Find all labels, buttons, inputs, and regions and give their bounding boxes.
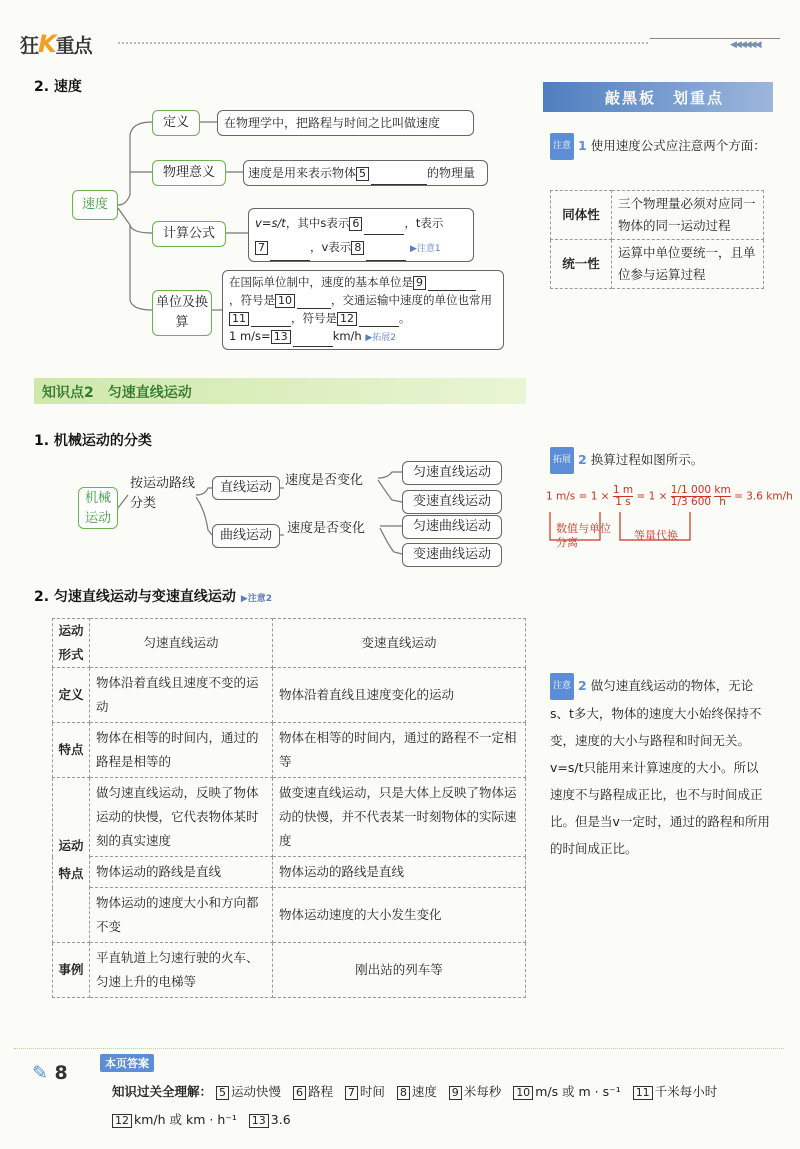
table-row: [53, 668, 526, 723]
answer-title: 本页答案: [100, 1054, 154, 1072]
uniform-linear-node: 匀速直线运动: [402, 461, 502, 485]
variable-linear-node: 变速直线运动: [402, 490, 502, 514]
table-cell: 物体在相等的时间内，通过的路程是相等的: [90, 723, 273, 778]
section-title-compare: 2. 匀速直线运动与变速直线运动 ▶注意2: [34, 589, 272, 605]
table-row: [53, 857, 526, 888]
classification-criterion: 按运动路线分类: [130, 476, 196, 511]
table-cell: 做匀速直线运动，反映了物体运动的快慢，它代表物体某时刻的真实速度: [90, 778, 273, 857]
table-header-cell: 运动形式: [53, 619, 90, 668]
branch-meaning-content: 速度是用来表示物体 5 的物理量: [243, 160, 488, 186]
branch-unit-label: 单位及换算: [152, 290, 212, 336]
table-cell: 物体在相等的时间内，通过的路程不一定相等: [273, 723, 526, 778]
table-cell: 物体沿着直线且速度不变的运动: [90, 668, 273, 723]
table-header-cell: 变速直线运动: [273, 619, 526, 668]
table-header-row: [53, 619, 526, 668]
table-cell: 物体运动的路线是直线: [273, 857, 526, 888]
page-number: ✎ 8: [32, 1062, 68, 1084]
table-row: [53, 943, 526, 998]
pencil-icon: ✎: [32, 1062, 48, 1084]
answer-item: 9 米每秒: [449, 1084, 502, 1099]
answer-item: 5 运动快慢: [216, 1084, 281, 1099]
table-row: [53, 778, 526, 857]
unit-conversion-diagram: 1 m/s = 1 × $\frac{1 m}{1 s}$ = 1 × $\frac{1/1 000}{1/3 600}$ $\frac{km}{h}$ = 3.6 km/h: [546, 484, 793, 508]
answer-list: 知识过关全理解： 5 运动快慢 6 路程 7 时间 8 速度 9 米每秒 10 m/s 或 m · s⁻¹ 11 千米每小时 12 km/h 或 km · h⁻¹ 13 3.6: [112, 1084, 718, 1127]
table-cell: 物体运动速度的大小发生变化: [273, 888, 526, 943]
note2-ref-tag: ▶注意2: [240, 594, 272, 604]
branch-unit-content: 在国际单位制中，速度的基本单位是 9 ，符号是 10 ，交通运输中速度的单位也常用 11 ，符号是 12 。 1 m/s= 13 km/h ▶拓展2: [222, 270, 504, 350]
brand-logo: 狂K重点: [20, 30, 92, 58]
answer-item: 6 路程: [293, 1084, 333, 1099]
table-row: [551, 240, 764, 289]
table-row: [53, 888, 526, 943]
conversion-label-substitute: 等量代换: [634, 529, 678, 542]
row-header: 定义: [53, 668, 90, 723]
motion-root-node: 机械运动: [78, 487, 118, 529]
conversion-label-separate: 数值与单位分离: [556, 522, 611, 549]
row-header: 同体性: [551, 191, 612, 240]
table-cell: 物体运动的速度大小和方向都不变: [90, 888, 273, 943]
note-tag-icon: 注意: [550, 133, 574, 160]
table-cell: 物体沿着直线且速度变化的运动: [273, 668, 526, 723]
sidebar-banner: 敲黑板 划重点: [543, 82, 773, 112]
variable-curved-node: 变速曲线运动: [402, 543, 502, 567]
speed-root-node: 速度: [72, 190, 118, 220]
straight-motion-node: 直线运动: [212, 476, 280, 500]
ext-tag-icon: 拓展: [550, 447, 574, 474]
answer-item: 13 3.6: [249, 1112, 291, 1127]
table-cell: 做变速直线运动，只是大体上反映了物体运动的快慢，并不代表某一时刻物体的实际速度: [273, 778, 526, 857]
row-header: 事例: [53, 943, 90, 998]
speed-formula: v=s/t: [255, 216, 286, 230]
section-title-speed: 2. 速度: [34, 79, 82, 95]
table-cell: 运算中单位要统一，且单位参与运算过程: [612, 240, 764, 289]
answer-item: 11 千米每小时: [633, 1084, 718, 1099]
note1-table: [550, 190, 764, 289]
comparison-table: [52, 618, 526, 998]
note1-ref-tag: ▶注意1: [409, 244, 441, 254]
table-cell: 平直轨道上匀速行驶的火车、匀速上升的电梯等: [90, 943, 273, 998]
note2-text: 注意 2 做匀速直线运动的物体，无论s、t多大，物体的速度大小始终保持不变，速度的大小与路程和时间无关。v=s/t只能用来计算速度的大小。所以速度不与路程成正比，也不与时间成正比。但是当v一定时，通过的路程和所用的时间成正比。: [550, 672, 770, 862]
speed-change-question-1: 速度是否变化: [285, 473, 364, 488]
knowledge-point-banner: 知识点2 匀速直线运动: [34, 378, 526, 404]
branch-definition-label: 定义: [152, 110, 200, 136]
row-header: 运动特点: [53, 778, 90, 943]
section-title-motion: 1. 机械运动的分类: [34, 433, 152, 449]
row-header: 统一性: [551, 240, 612, 289]
note1-text: 注意 1 使用速度公式应注意两个方面：: [550, 132, 770, 160]
table-row: [551, 191, 764, 240]
branch-formula-content: v=s/t，其中s表示 6 ，t表示 7 ，v表示 8 ▶注意1: [248, 208, 474, 262]
note-tag-icon: 注意: [550, 673, 574, 700]
table-cell: 刚出站的列车等: [273, 943, 526, 998]
answer-item: 7 时间: [345, 1084, 385, 1099]
answer-item: 12 km/h 或 km · h⁻¹: [112, 1112, 237, 1127]
branch-meaning-label: 物理意义: [152, 160, 226, 186]
table-row: [53, 723, 526, 778]
branch-definition-content: 在物理学中，把路程与时间之比叫做速度: [217, 110, 474, 136]
header-arrows-icon: ◀◀◀◀◀◀: [730, 40, 760, 50]
table-cell: 三个物理量必须对应同一物体的同一运动过程: [612, 191, 764, 240]
table-cell: 物体运动的路线是直线: [90, 857, 273, 888]
answer-item: 8 速度: [397, 1084, 437, 1099]
answer-item: 10 m/s 或 m · s⁻¹: [513, 1084, 621, 1099]
branch-formula-label: 计算公式: [152, 221, 226, 247]
uniform-curved-node: 匀速曲线运动: [402, 515, 502, 539]
speed-change-question-2: 速度是否变化: [287, 521, 366, 536]
table-header-cell: 匀速直线运动: [90, 619, 273, 668]
ext2-ref-tag: ▶拓展2: [365, 333, 397, 343]
curved-motion-node: 曲线运动: [212, 524, 280, 548]
ext2-text: 拓展 2 换算过程如图所示。: [550, 446, 770, 474]
row-header: 特点: [53, 723, 90, 778]
